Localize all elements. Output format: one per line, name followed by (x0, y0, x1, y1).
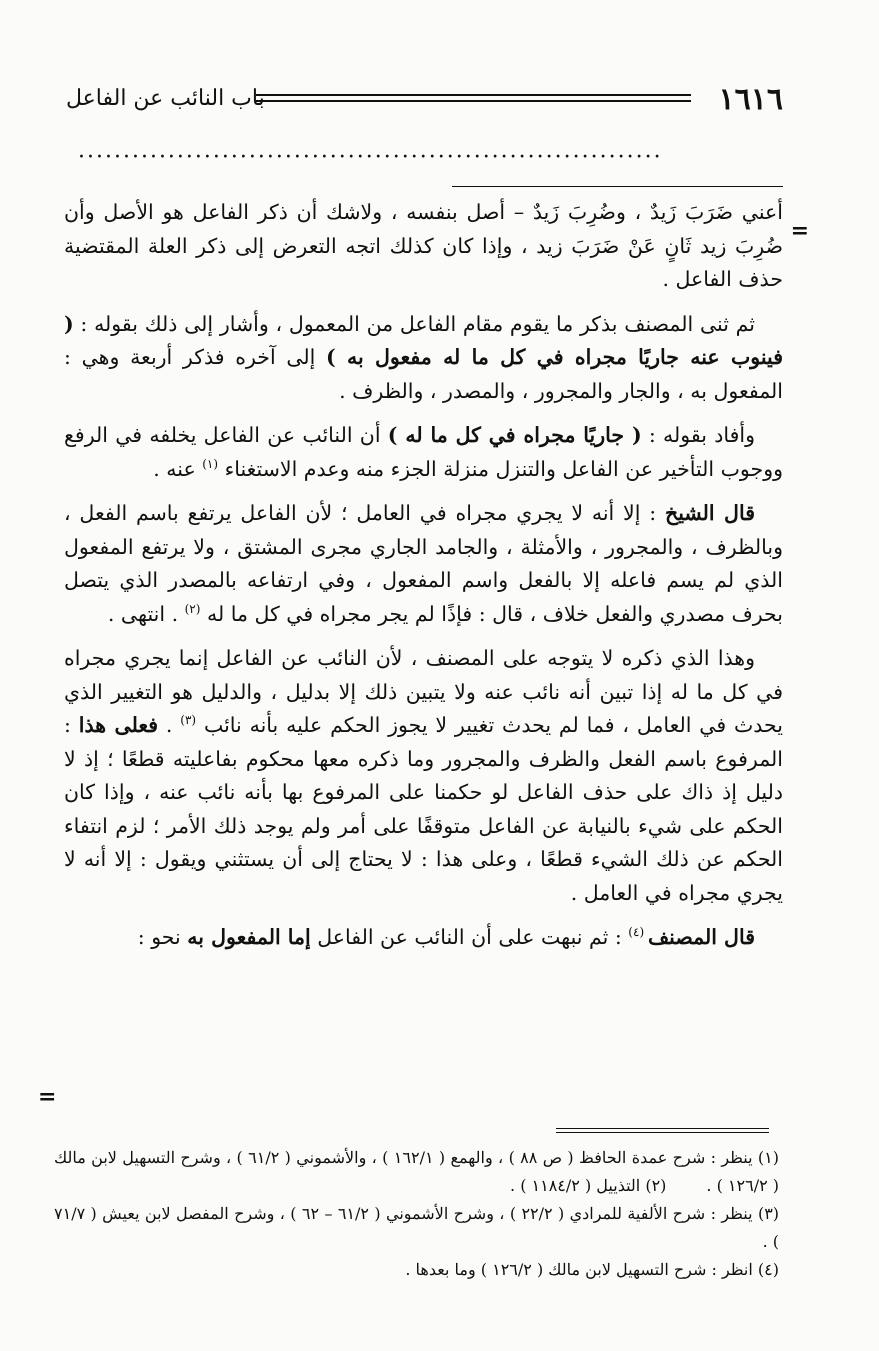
footnote-rule (556, 1128, 769, 1133)
dotted-separator: ································································· (78, 146, 663, 170)
paragraph-1: أعني ضَرَبَ زَيدٌ ، وضُرِبَ زَيدٌ – أصل بنفسه ، ولاشك أن ذكر الفاعل هو الأصل وأن ضُرِبَ زيد ثَانٍ عَنْ ضَرَبَ زيد ، وإذا كان كذلك اتجه التعرض إلى ذكر العلة المقتضية حذف الفاعل . (64, 200, 783, 291)
footnote-ref-3: (٣) (180, 713, 197, 728)
emphasis: فعلى هذا (78, 713, 159, 737)
paragraph-2: ثم ثنى المصنف بذكر ما يقوم مقام الفاعل من المعمول ، وأشار إلى ذلك بقوله : ( فينوب عنه جاريًا مجراه في كل ما له مفعول به ) إلى آخره فذكر أربعة وهي : المفعول به ، والجار والمجرور ، والمصدر ، والظرف . (64, 311, 784, 403)
footnotes (54, 1144, 779, 1284)
footnote-4: (٤) انظر : شرح التسهيل لابن مالك ( ١٢٦/٢ ) وما بعدها . (405, 1260, 779, 1279)
quoted-matn: ( فينوب عنه جاريًا مجراه في كل ما له مفعول به ) (64, 311, 784, 369)
footnote-1: (١) ينظر : شرح عمدة الحافظ ( ص ٨٨ ) ، والهمع ( ١٦٢/١ ) ، والأشموني ( ٦١/٢ ) ، وشرح التسهيل لابن مالك ( ١٢٦/٢ ) .(٢) التذييل ( ١١٨٤/٢ ) . (54, 1144, 779, 1200)
footnote-ref-1: (١) (202, 456, 219, 471)
paragraph-3: وأفاد بقوله : ( جاريًا مجراه في كل ما له ) أن النائب عن الفاعل يخلفه في الرفع ووجوب التأخير عن الفاعل والتنزل منزلة الجزء منه وعدم الاستغناء $^{(١)}$ عنه . (64, 423, 783, 481)
quoted-matn: ( جاريًا مجراه في كل ما له ) (387, 423, 642, 447)
section-rule (452, 186, 783, 187)
page-header (66, 82, 783, 122)
paragraph-4: قال الشيخ : إلا أنه لا يجري مجراه في العامل ؛ لأن الفاعل يرتفع باسم الفعل ، وبالظرف ، والمجرور ، والأمثلة ، والجامد الجاري مجرى المشتق ، ولا يرتفع المفعول الذي لم يسم فاعله إلا بالفعل واسم المفعول ، وفي ارتفاعه بالمصدر الذي يتصل بحرف مصدري والفعل خلاف ، قال : فإذًا لم يجر مجراه في كل ما له $^{(٢)}$ . انتهى . (64, 501, 783, 626)
paragraph-5: وهذا الذي ذكره لا يتوجه على المصنف ، لأن النائب عن الفاعل إنما يجري مجراه في كل ما له إذا تبين أنه نائب عنه ولا يتبين ذلك إلا بدليل ، والدليل هو التغيير الذي يحدث في العامل ، فما لم يحدث تغيير لا يجوز الحكم عليه بأنه نائب $^{(٣)}$ . فعلى هذا : المرفوع باسم الفعل والظرف والمجرور وما ذكره معها محكوم بفاعليته قطعًا ؛ إذ لا دليل إذ ذاك على حذف الفاعل لو حكمنا على المرفوع بها بأنه نائب عنه ، وإذا كان الحكم على شيء بالنيابة عن الفاعل متوقفًا على أمر ولم يوجد ذلك الأمر ؛ لزم انتفاء الحكم عن ذلك الشيء قطعًا ، وعلى هذا : لا يحتاج إلى أن يستثني ويقول : إلا أنه لا يجري مجراه في العامل . (64, 646, 783, 905)
footnote-2: (٢) التذييل ( ١١٨٤/٢ ) . (510, 1176, 667, 1195)
page-number: ١٦١٦ (718, 82, 783, 117)
continuation-mark-end: = (38, 1084, 57, 1110)
footnote-ref-4: (٤) (628, 925, 648, 940)
paragraph-6: قال المصنف $^{(٤)}$ : ثم نبهت على أن النائب عن الفاعل إما المفعول به نحو : (137, 925, 755, 949)
footnote-ref-2: (٢) (184, 601, 201, 616)
continuation-mark-start: = (790, 218, 809, 244)
emphasis: إما المفعول به (187, 925, 311, 949)
chapter-title: باب النائب عن الفاعل (66, 86, 265, 111)
speaker-label: قال الشيخ (664, 501, 755, 525)
main-text (64, 196, 783, 966)
speaker-label: قال المصنف (647, 925, 755, 949)
header-rule (256, 94, 691, 102)
footnote-3: (٣) ينظر : شرح الألفية للمرادي ( ٢٢/٢ ) ، وشرح الأشموني ( ٦١/٢ – ٦٢ ) ، وشرح المفصل لابن يعيش ( ٧١/٧ ) . (54, 1204, 780, 1251)
